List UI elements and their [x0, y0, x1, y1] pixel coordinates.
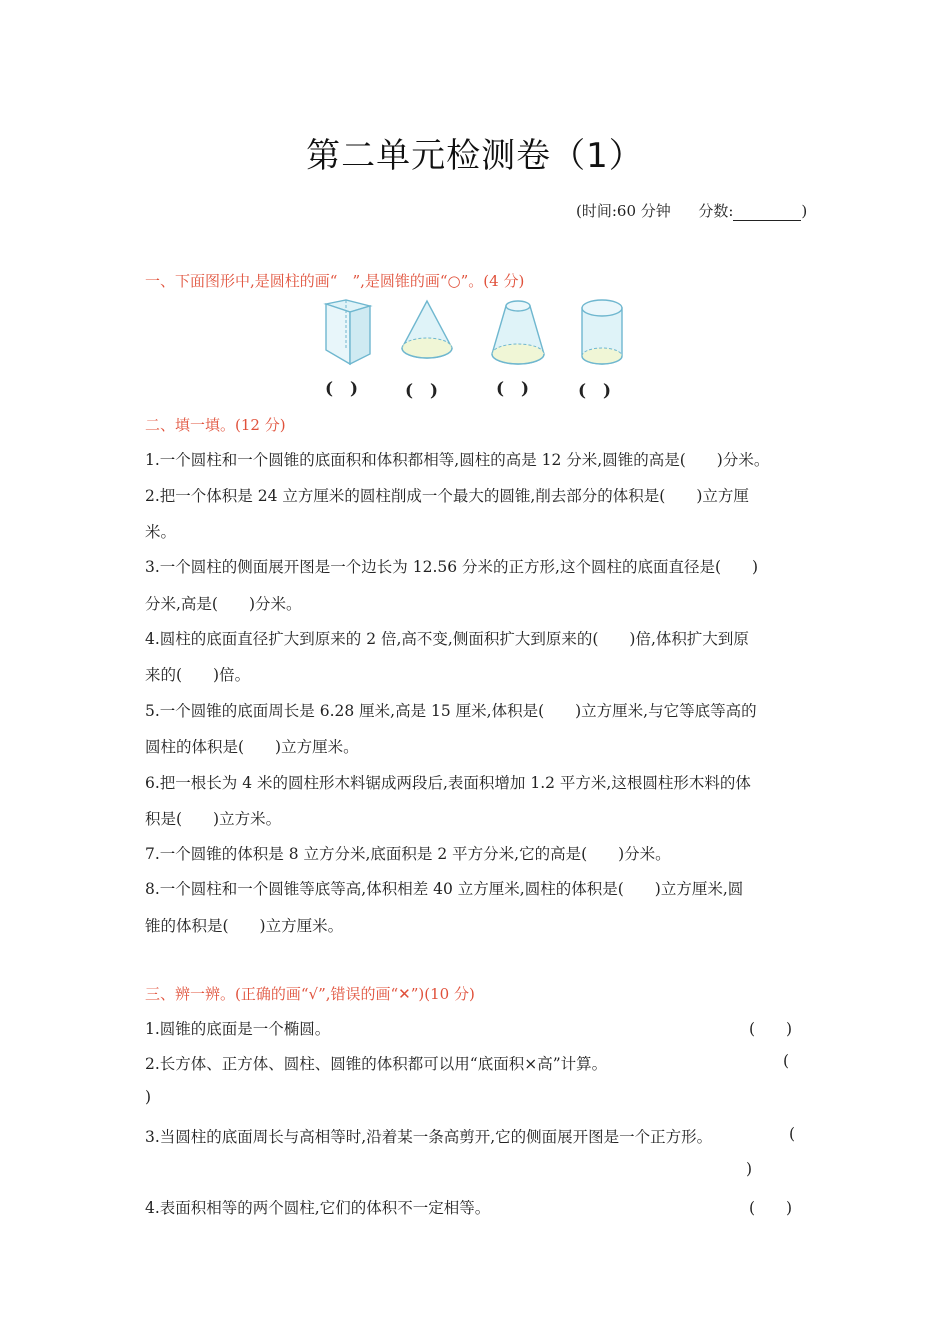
question-line: 6.把一根长为 4 米的圆柱形木料锯成两段后,表面积增加 1.2 平方米,这根圆柱形木料的体 [145, 774, 751, 792]
judge-item-1: 1.圆锥的底面是一个椭圆。 [145, 1020, 331, 1038]
section3-heading: 三、辨一辨。(正确的画“√”,错误的画“✕”)(10 分) [145, 985, 475, 1003]
page-title: 第二单元检测卷（1） [306, 136, 644, 176]
question-line: 8.一个圆柱和一个圆锥等底等高,体积相差 40 立方厘米,圆柱的体积是( )立方厘米,圆 [145, 880, 744, 898]
judge-answer-2-open[interactable]: ( [783, 1052, 790, 1070]
question-line: 1.一个圆柱和一个圆锥的底面积和体积都相等,圆柱的高是 12 分米,圆锥的高是( )分米。 [145, 451, 770, 469]
cylinder-icon [578, 298, 626, 368]
judge-answer-3-close: ) [746, 1160, 753, 1178]
judge-answer-4[interactable]: ( ) [749, 1199, 793, 1217]
question-line: 米。 [145, 523, 177, 541]
shape-answer-3[interactable]: ( ) [496, 379, 530, 399]
question-line: 7.一个圆锥的体积是 8 立方分米,底面积是 2 平方分米,它的高是( )分米。 [145, 845, 671, 863]
section1-heading: 一、下面图形中,是圆柱的画“ ”,是圆锥的画“○”。(4 分) [145, 272, 525, 290]
question-line: 4.圆柱的底面直径扩大到原来的 2 倍,高不变,侧面积扩大到原来的( )倍,体积扩大到原 [145, 630, 749, 648]
score-blank[interactable] [733, 206, 801, 221]
section2-heading: 二、填一填。(12 分) [145, 416, 286, 434]
judge-item-3: 3.当圆柱的底面周长与高相等时,沿着某一条高剪开,它的侧面展开图是一个正方形。 [145, 1128, 713, 1146]
question-line: 来的( )倍。 [145, 666, 251, 684]
question-line: 3.一个圆柱的侧面展开图是一个边长为 12.56 分米的正方形,这个圆柱的底面直径是( ) [145, 558, 759, 576]
score-label: 分数: [698, 202, 734, 220]
judge-answer-3-open[interactable]: ( [789, 1125, 796, 1143]
question-line: 5.一个圆锥的底面周长是 6.28 厘米,高是 15 厘米,体积是( )立方厘米,与它等底等高的 [145, 702, 757, 720]
judge-item-4: 4.表面积相等的两个圆柱,它们的体积不一定相等。 [145, 1199, 491, 1217]
time-label: (时间:60 分钟 [576, 202, 671, 220]
question-line: 分米,高是( )分米。 [145, 595, 302, 613]
shape-answer-1[interactable]: ( ) [325, 379, 359, 399]
judge-item-2: 2.长方体、正方体、圆柱、圆锥的体积都可以用“底面积×高”计算。 [145, 1055, 608, 1073]
judge-answer-1[interactable]: ( ) [749, 1020, 793, 1038]
shape-answer-4[interactable]: ( ) [578, 381, 612, 401]
meta-close: ) [801, 202, 808, 220]
shape-answer-2[interactable]: ( ) [405, 381, 439, 401]
judge-answer-2-close: ) [145, 1088, 152, 1106]
question-line: 锥的体积是( )立方厘米。 [145, 917, 344, 935]
question-line: 圆柱的体积是( )立方厘米。 [145, 738, 359, 756]
question-line: 2.把一个体积是 24 立方厘米的圆柱削成一个最大的圆锥,削去部分的体积是( )立方厘 [145, 487, 749, 505]
exam-meta [576, 200, 807, 221]
cone-icon [398, 298, 456, 364]
triangular-prism-icon [322, 298, 374, 368]
question-line: 积是( )立方米。 [145, 810, 282, 828]
frustum-icon [488, 298, 548, 370]
